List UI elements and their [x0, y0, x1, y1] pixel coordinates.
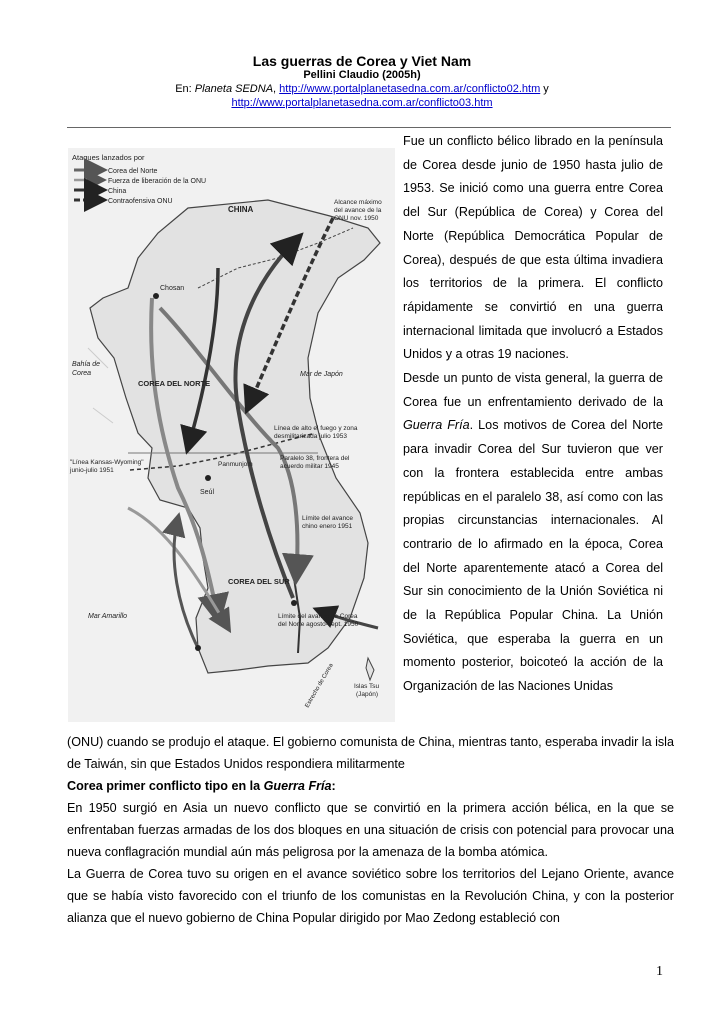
paragraph-4: La Guerra de Corea tuvo su origen en el avance soviético sobre los territorios del Lejano Oriente, avance que se había visto favorecido con el triunfo de los comunistas en la Revolución China, y con la posterior alianza que el nuevo gobierno de China Popular dirigido por Mao Zedong estableció con — [67, 867, 674, 925]
source-publication: Planeta SEDNA — [194, 83, 274, 95]
map-label-alcance: del avance de la — [334, 207, 382, 214]
document-header — [0, 53, 724, 110]
map-label-panmunjom: Panmunjom — [218, 461, 253, 468]
map-label-limite-corea: del Norte agosto-sept. 1950 — [278, 621, 359, 628]
map-label-linea: Línea de alto el fuego y zona — [274, 425, 358, 432]
map-label-paralelo: acuerdo militar 1945 — [280, 463, 339, 470]
source-line-2 — [0, 96, 724, 110]
city-marker-seul — [205, 475, 211, 481]
map-label-tsu: Islas Tsu — [354, 683, 380, 690]
legend-item: Contraofensiva ONU — [108, 198, 173, 205]
paragraph-3: En 1950 surgió en Asia un nuevo conflicto que se convirtió en la primera acción bélica, en la que se enfrentaban fuerzas armadas de los dos bloques en una situación de crisis con potencial para provocar una nueva conflagración mundial aún más peligrosa por la amenaza de la bomba atómica. — [67, 801, 674, 859]
source-link-1[interactable]: http://www.portalplanetasedna.com.ar/conflicto02.htm — [279, 83, 541, 95]
map-label-china: CHINA — [228, 205, 254, 214]
document-author: Pellini Claudio (2005h) — [303, 69, 421, 81]
map-legend — [74, 168, 206, 205]
full-width-text — [67, 731, 674, 929]
map-label-alcance: Alcance máximo — [334, 199, 382, 206]
p2-italic: Guerra Fría — [403, 418, 470, 433]
source-separator: , — [273, 83, 280, 95]
page-number: 1 — [656, 964, 663, 979]
map-label-limite-enero: chino enero 1951 — [302, 523, 353, 530]
map-label-tsu: (Japón) — [356, 691, 379, 698]
map-label-limite-corea: Límite del avance de Corea — [278, 613, 358, 620]
section-heading — [67, 775, 674, 797]
document-title: Las guerras de Corea y Viet Nam — [252, 53, 472, 69]
heading-plain: Corea primer conflicto tipo en la — [67, 779, 264, 793]
map-label-seul: Seúl — [200, 489, 215, 496]
heading-italic: Guerra Fría — [263, 779, 332, 793]
paragraph-2 — [403, 367, 663, 699]
paragraph-1: Fue un conflicto bélico librado en la península de Corea desde junio de 1950 hasta julio de 1953. Se inició como una guerra entre Corea del Sur (República de Corea) y Corea del Norte (República Democrática Popular de Corea), después de que esta última invadiera los territorios de la primera. El conflicto rápidamente se convirtió en una guerra internacional limitada que involucró a Estados Unidos y a otras 19 naciones. — [403, 134, 663, 362]
map-label-linea: desmilitarizada julio 1953 — [274, 433, 347, 440]
legend-title: Ataques lanzados por — [72, 153, 145, 162]
map-label-bahia: Corea — [72, 370, 92, 377]
map-label-mar-japon: Mar de Japón — [300, 371, 343, 378]
map-label-limite-enero: Límite del avance — [302, 515, 353, 522]
paragraph-2-continuation: (ONU) cuando se produjo el ataque. El gobierno comunista de China, mientras tanto, esperaba invadir la isla de Taiwán, sin que Estados Unidos respondiera militarmente — [67, 735, 674, 771]
side-column-text — [403, 130, 663, 699]
legend-item: China — [108, 188, 127, 195]
city-marker — [195, 645, 201, 651]
source-prefix: En: — [175, 83, 195, 95]
legend-item: Fuerza de liberación de la ONU — [108, 178, 207, 185]
map-label-chosan: Chosan — [160, 285, 185, 292]
map-label-kansas: "Línea Kansas-Wyoming" — [70, 459, 144, 466]
map-label-paralelo: Paralelo 38, frontera del — [280, 455, 350, 462]
map-label-kansas: junio-julio 1951 — [70, 467, 114, 474]
korea-war-map — [68, 148, 395, 722]
map-label-corea-norte: COREA DEL NORTE — [138, 379, 211, 388]
header-divider — [67, 127, 671, 128]
p2-rest: . Los motivos de Corea del Norte para invadir Corea del Sur tuvieron que ver con la frontera establecida entre ambas repúblicas en el paralelo 38, así como con las propias circunstancias internacionales. Al contrario de lo afirmado en la época, Corea del Norte aparentemente atacó a Corea del Sur sin conocimiento de la Unión Soviética ni de la República Popular China. La Unión Soviética, que esperaba la guerra en un momento posterior, boicoteó la acción de la Organización de las Naciones Unidas — [403, 418, 663, 694]
source-and: y — [540, 83, 549, 95]
map-drawing — [68, 148, 395, 722]
heading-colon: : — [331, 779, 336, 793]
tsu-island — [366, 658, 374, 680]
legend-item: Corea del Norte — [108, 168, 158, 175]
map-label-bahia: Bahía de — [72, 361, 101, 368]
source-link-2[interactable]: http://www.portalplanetasedna.com.ar/conflicto03.htm — [231, 97, 493, 109]
map-label-estrecho: Estrecho de Corea — [304, 662, 335, 709]
source-line — [0, 82, 724, 96]
city-marker — [291, 600, 297, 606]
map-label-corea-sur: COREA DEL SUR — [228, 577, 290, 586]
city-marker — [153, 293, 159, 299]
map-label-alcance: ONU nov. 1950 — [334, 215, 379, 222]
map-label-mar-amarillo: Mar Amarillo — [88, 613, 128, 620]
p2-start: Desde un punto de vista general, la guerra de Corea fue un enfrentamiento derivado de la — [403, 371, 663, 409]
